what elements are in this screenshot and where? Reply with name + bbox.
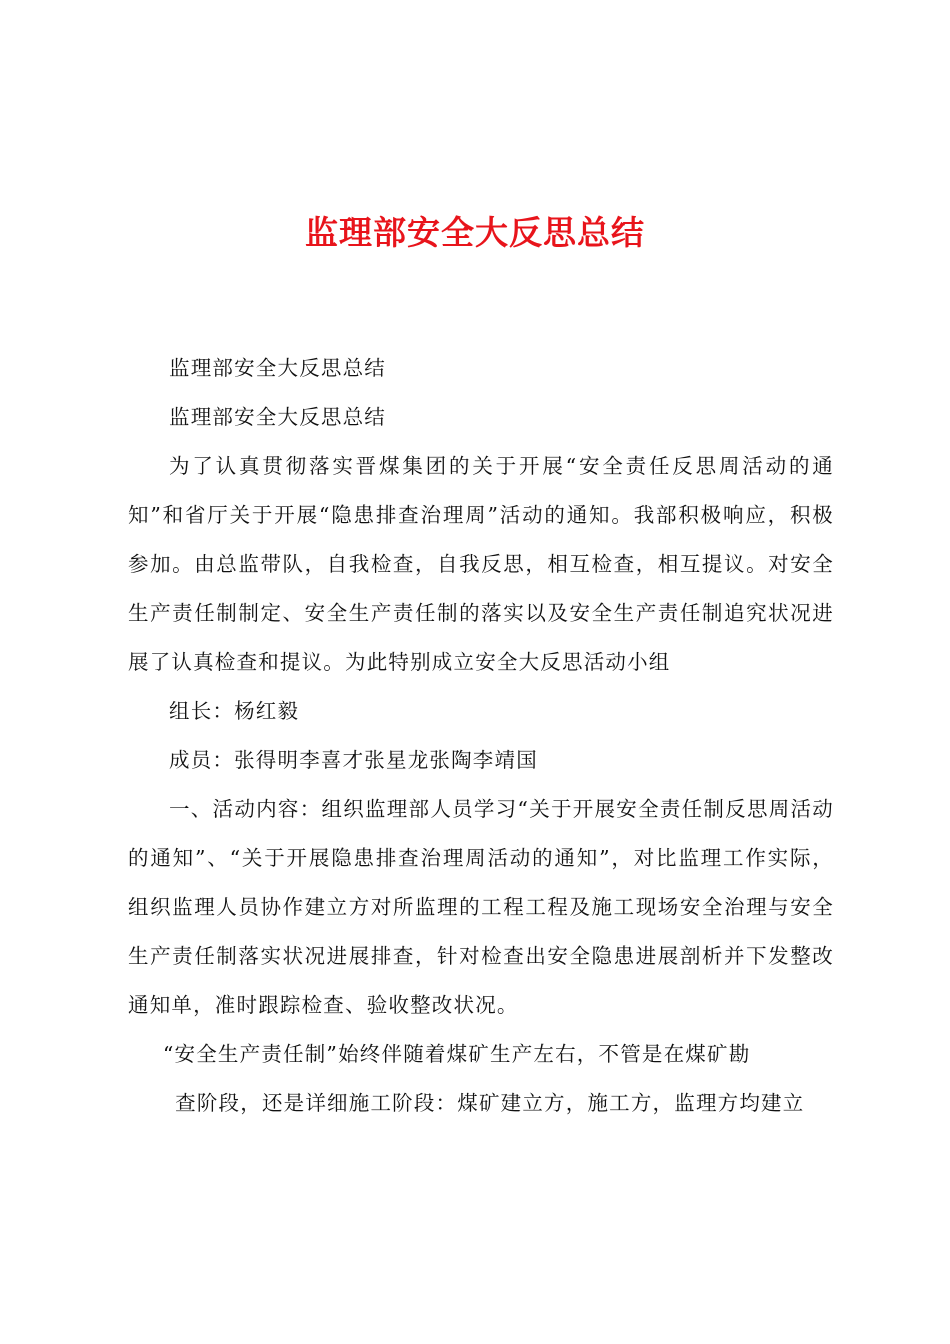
document-title: 监理部安全大反思总结 [305,213,645,252]
document-body [128,344,834,1128]
paragraph-group-members: 成员：张得明李喜才张星龙张陶李靖国 [169,748,538,772]
paragraph-heading-1: 监理部安全大反思总结 [169,356,386,380]
paragraph-group-leader: 组长：杨红毅 [169,699,300,723]
paragraph-heading-2: 监理部安全大反思总结 [169,405,386,429]
paragraph-responsibility-system: “安全生产责任制”始终伴随着煤矿生产左右，不管是在煤矿勘 [162,1042,751,1066]
paragraph-construction-stage: 查阶段，还是详细施工阶段：煤矿建立方，施工方，监理方均建立 [175,1091,805,1115]
paragraph-intro: 为了认真贯彻落实晋煤集团的关于开展“安全责任反思周活动的通知”和省厅关于开展“隐患排查治理周”活动的通知。我部积极响应，积极参加。由总监带队，自我检查，自我反思，相互检查，相互提议。对安全生产责任制制定、安全生产责任制的落实以及安全生产责任制追究状况进展了认真检查和提议。为此特别成立安全大反思活动小组 [128,454,834,674]
paragraph-activity-content: 一、活动内容：组织监理部人员学习“关于开展安全责任制反思周活动的通知”、“关于开展隐患排查治理周活动的通知”，对比监理工作实际，组织监理人员协作建立方对所监理的工程工程及施工现场安全治理与安全生产责任制落实状况进展排查，针对检查出安全隐患进展剖析并下发整改通知单，准时跟踪检查、验收整改状况。 [128,797,834,1017]
